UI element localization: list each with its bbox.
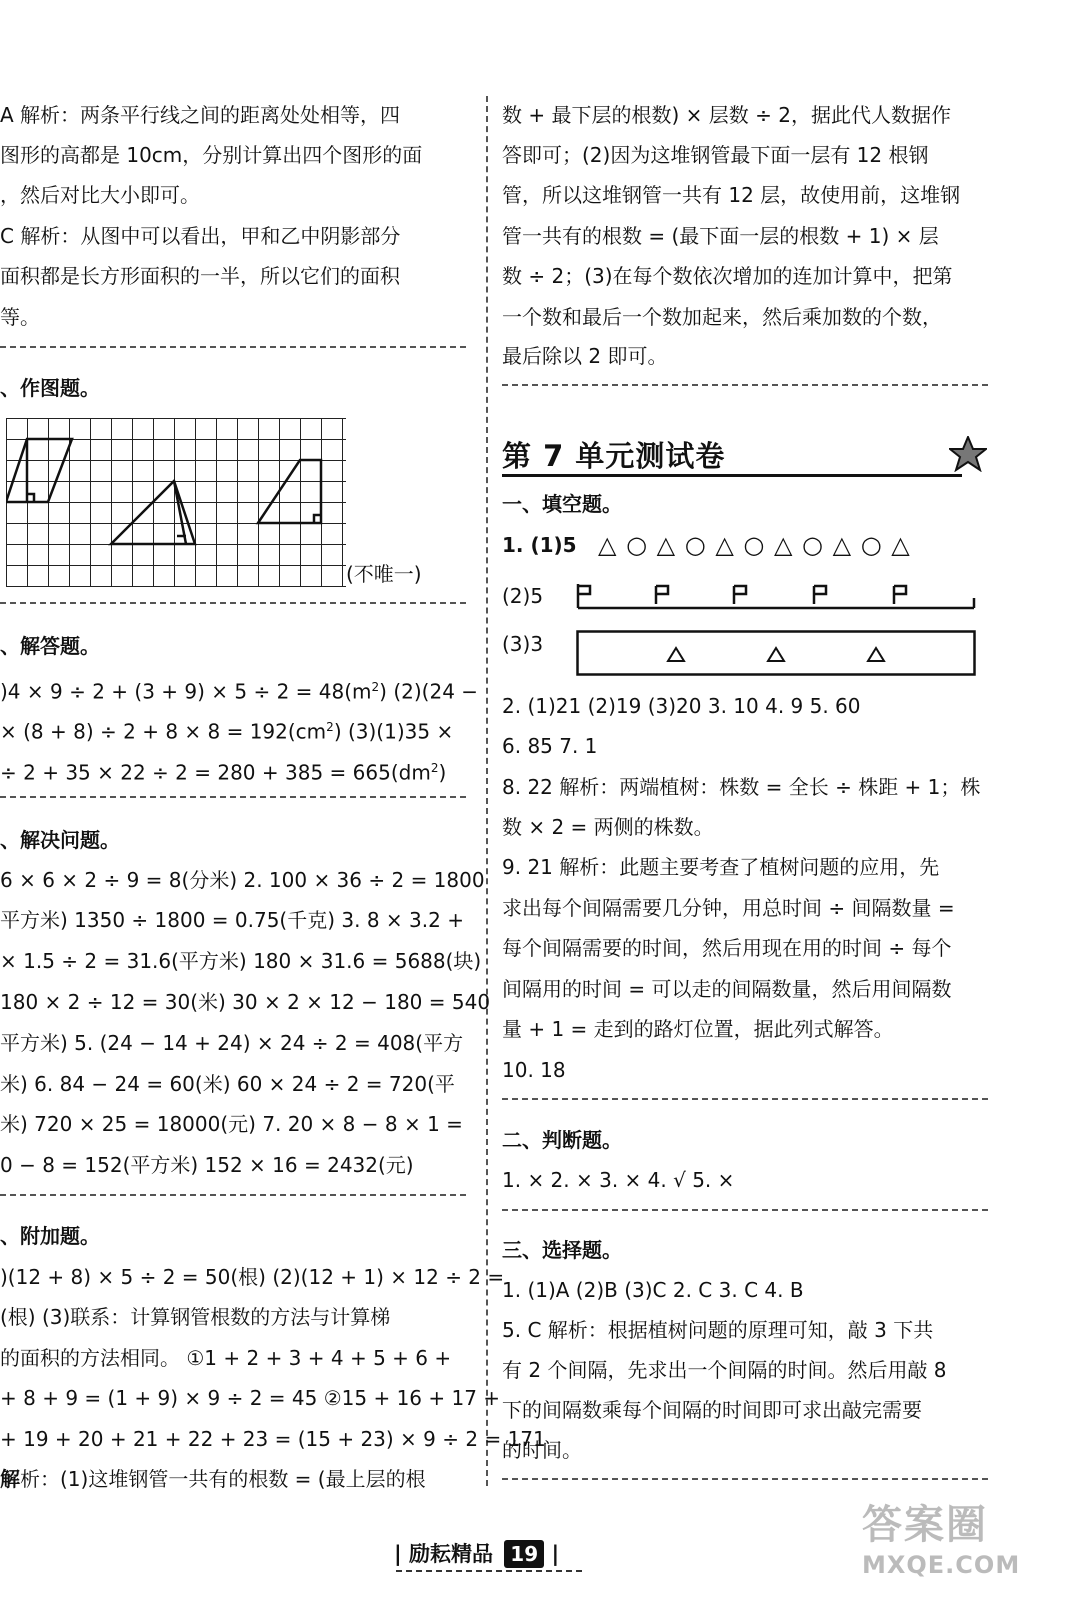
- problem-line: 0 − 8 = 152(平方米) 152 × 16 = 2432(元): [0, 1153, 414, 1177]
- solve-line: )$4 \times 9 \div 2 + (3 + 9) \times 5 \div 2 = 48(m^2) (2)(24$ −: [0, 679, 479, 704]
- dashed-divider: [0, 796, 466, 798]
- fill-answer-9: 9. 21 解析：此题主要考查了植树问题的应用，先: [502, 855, 940, 879]
- page-number: 19: [504, 1540, 544, 1568]
- continued-line: 最后除以 2 即可。: [502, 344, 668, 368]
- answer-c-line: 面积都是长方形面积的一半，所以它们的面积: [0, 264, 400, 288]
- solve-line: × $(8 + 8) \div 2 + 8 \times 8 = 192(cm^2) (3)(1)35$ ×: [0, 719, 454, 744]
- triangle-box-figure: [576, 630, 978, 678]
- flag-line-figure: [576, 578, 978, 614]
- watermark-text: 答案圈: [862, 1502, 988, 1548]
- continued-line: 答即可；(2)因为这堆钢管最下面一层有 12 根钢: [502, 143, 929, 167]
- fill-answer-9: 求出每个间隔需要几分钟，用总时间 ÷ 间隔数量 =: [502, 896, 955, 920]
- footer-bar-left: |: [394, 1542, 402, 1566]
- problem-line: × 1.5 ÷ 2 = 31.6(平方米) 180 × 31.6 = 5688(块): [0, 949, 482, 973]
- extra-line: )(12 + 8) × 5 ÷ 2 = 50(根) (2)(12 + 1) × 12 ÷ 2 =: [0, 1265, 505, 1289]
- section-heading-extra: 、附加题。: [0, 1224, 100, 1248]
- drawing-grid-figure: [6, 418, 346, 588]
- section-heading-fill: 一、填空题。: [502, 492, 622, 516]
- extra-line: (根) (3)联系：计算钢管根数的方法与计算梯: [0, 1305, 391, 1329]
- fill-answer-10: 10. 18: [502, 1058, 566, 1082]
- problem-line: 米) 6. 84 − 24 = 60(米) 60 × 24 ÷ 2 = 720(平: [0, 1072, 455, 1096]
- not-unique-note: (不唯一): [346, 562, 422, 586]
- choice-answer-5: 下的间隔数乘每个间隔的时间即可求出敲完需要: [502, 1398, 922, 1422]
- fill-answers-2-5: 2. (1)21 (2)19 (3)20 3. 10 4. 9 5. 60: [502, 694, 861, 718]
- solve-line: ÷ $2 + 35 \times 22 \div 2 = 280 + 385 = 665(dm^2)$: [0, 760, 447, 785]
- extra-line: 的面积的方法相同。 ①1 + 2 + 3 + 4 + 5 + 6 +: [0, 1346, 452, 1370]
- fill-answer-8: 8. 22 解析：两端植树：株数 = 全长 ÷ 株距 + 1；株: [502, 775, 981, 799]
- choice-answer-5: 5. C 解析：根据植树问题的原理可知，敲 3 下共: [502, 1318, 934, 1342]
- problem-line: 平方米) 1350 ÷ 1800 = 0.75(千克) 3. 8 × 3.2 +: [0, 908, 464, 932]
- dashed-divider: [0, 602, 466, 604]
- continued-line: 数 + 最下层的根数) × 层数 ÷ 2，据此代人数据作: [502, 103, 951, 127]
- shape-sequence: △ ○ △ ○ △ ○ △ ○ △ ○ △: [598, 531, 911, 559]
- answer-c-line: C 解析：从图中可以看出，甲和乙中阴影部分: [0, 224, 401, 248]
- dashed-divider: [502, 1098, 988, 1100]
- extra-line: + 19 + 20 + 21 + 22 + 23 = (15 + 23) × 9 ÷ 2 = 171: [0, 1427, 546, 1451]
- problem-line: 180 × 2 ÷ 12 = 30(米) 30 × 2 × 12 − 180 = 540: [0, 990, 491, 1014]
- extra-line: 解析：(1)这堆钢管一共有的根数 = (最上层的根: [0, 1467, 426, 1491]
- judge-answers: 1. × 2. × 3. × 4. √ 5. ×: [502, 1168, 735, 1192]
- choice-answers: 1. (1)A (2)B (3)C 2. C 3. C 4. B: [502, 1278, 804, 1302]
- fill-answer-1-1: 1. (1)5: [502, 533, 577, 557]
- dashed-divider: [502, 1478, 988, 1480]
- extra-line: + 8 + 9 = (1 + 9) × 9 ÷ 2 = 45 ②15 + 16 + 17 +: [0, 1386, 501, 1410]
- choice-answer-5: 的时间。: [502, 1438, 582, 1462]
- fill-answer-1-2: (2)5: [502, 584, 544, 608]
- unit-test-title: 第 7 单元测试卷: [502, 439, 726, 473]
- problem-line: 米) 720 × 25 = 18000(元) 7. 20 × 8 − 8 × 1 =: [0, 1112, 463, 1136]
- continued-line: 管一共有的根数 = (最下面一层的根数 + 1) × 层: [502, 224, 939, 248]
- page-footer: [394, 1538, 559, 1570]
- problem-line: 平方米) 5. (24 − 14 + 24) × 24 ÷ 2 = 408(平方: [0, 1031, 464, 1055]
- section-heading-choice: 三、选择题。: [502, 1238, 622, 1262]
- fill-answer-1-3: (3)3: [502, 632, 544, 656]
- watermark-logo: [862, 1500, 1062, 1596]
- footer-dash: [396, 1570, 582, 1572]
- dashed-divider: [0, 346, 466, 348]
- continued-line: 一个数和最后一个数加起来，然后乘加数的个数，: [502, 305, 942, 329]
- dashed-divider: [0, 1194, 466, 1196]
- dashed-divider: [502, 1209, 988, 1211]
- answer-a-line: A 解析：两条平行线之间的距离处处相等，四: [0, 103, 401, 127]
- continued-line: 管，所以这堆钢管一共有 12 层，故使用前，这堆钢: [502, 183, 961, 207]
- title-underline: [502, 474, 962, 477]
- fill-answer-9: 间隔用的时间 = 可以走的间隔数量，然后用间隔数: [502, 977, 952, 1001]
- footer-bar-right: |: [551, 1542, 560, 1566]
- section-heading-draw: 、作图题。: [0, 376, 100, 400]
- continued-line: 数 ÷ 2；(3)在每个数依次增加的连加计算中，把第: [502, 264, 953, 288]
- section-heading-problem: 、解决问题。: [0, 828, 120, 852]
- fill-answer-9: 每个间隔需要的时间，然后用现在用的时间 ÷ 每个: [502, 936, 952, 960]
- watermark-url: MXQE.COM: [862, 1551, 1021, 1579]
- dashed-divider: [502, 384, 988, 386]
- fill-answers-6-7: 6. 85 7. 1: [502, 734, 598, 758]
- footer-brand: 励耘精品: [408, 1542, 493, 1566]
- answer-a-line: 图形的高都是 10cm，分别计算出四个图形的面: [0, 143, 423, 167]
- star-icon: [949, 436, 987, 472]
- section-heading-solve: 、解答题。: [0, 634, 100, 658]
- choice-answer-5: 有 2 个间隔，先求出一个间隔的时间。然后用敲 8: [502, 1358, 947, 1382]
- section-heading-judge: 二、判断题。: [502, 1128, 622, 1152]
- answer-c-line: 等。: [0, 305, 40, 329]
- fill-answer-8: 数 × 2 = 两侧的株数。: [502, 815, 714, 839]
- fill-answer-9: 量 + 1 = 走到的路灯位置，据此列式解答。: [502, 1017, 894, 1041]
- problem-line: 6 × 6 × 2 ÷ 9 = 8(分米) 2. 100 × 36 ÷ 2 = 1800: [0, 868, 485, 892]
- answer-a-line: ，然后对比大小即可。: [0, 183, 200, 207]
